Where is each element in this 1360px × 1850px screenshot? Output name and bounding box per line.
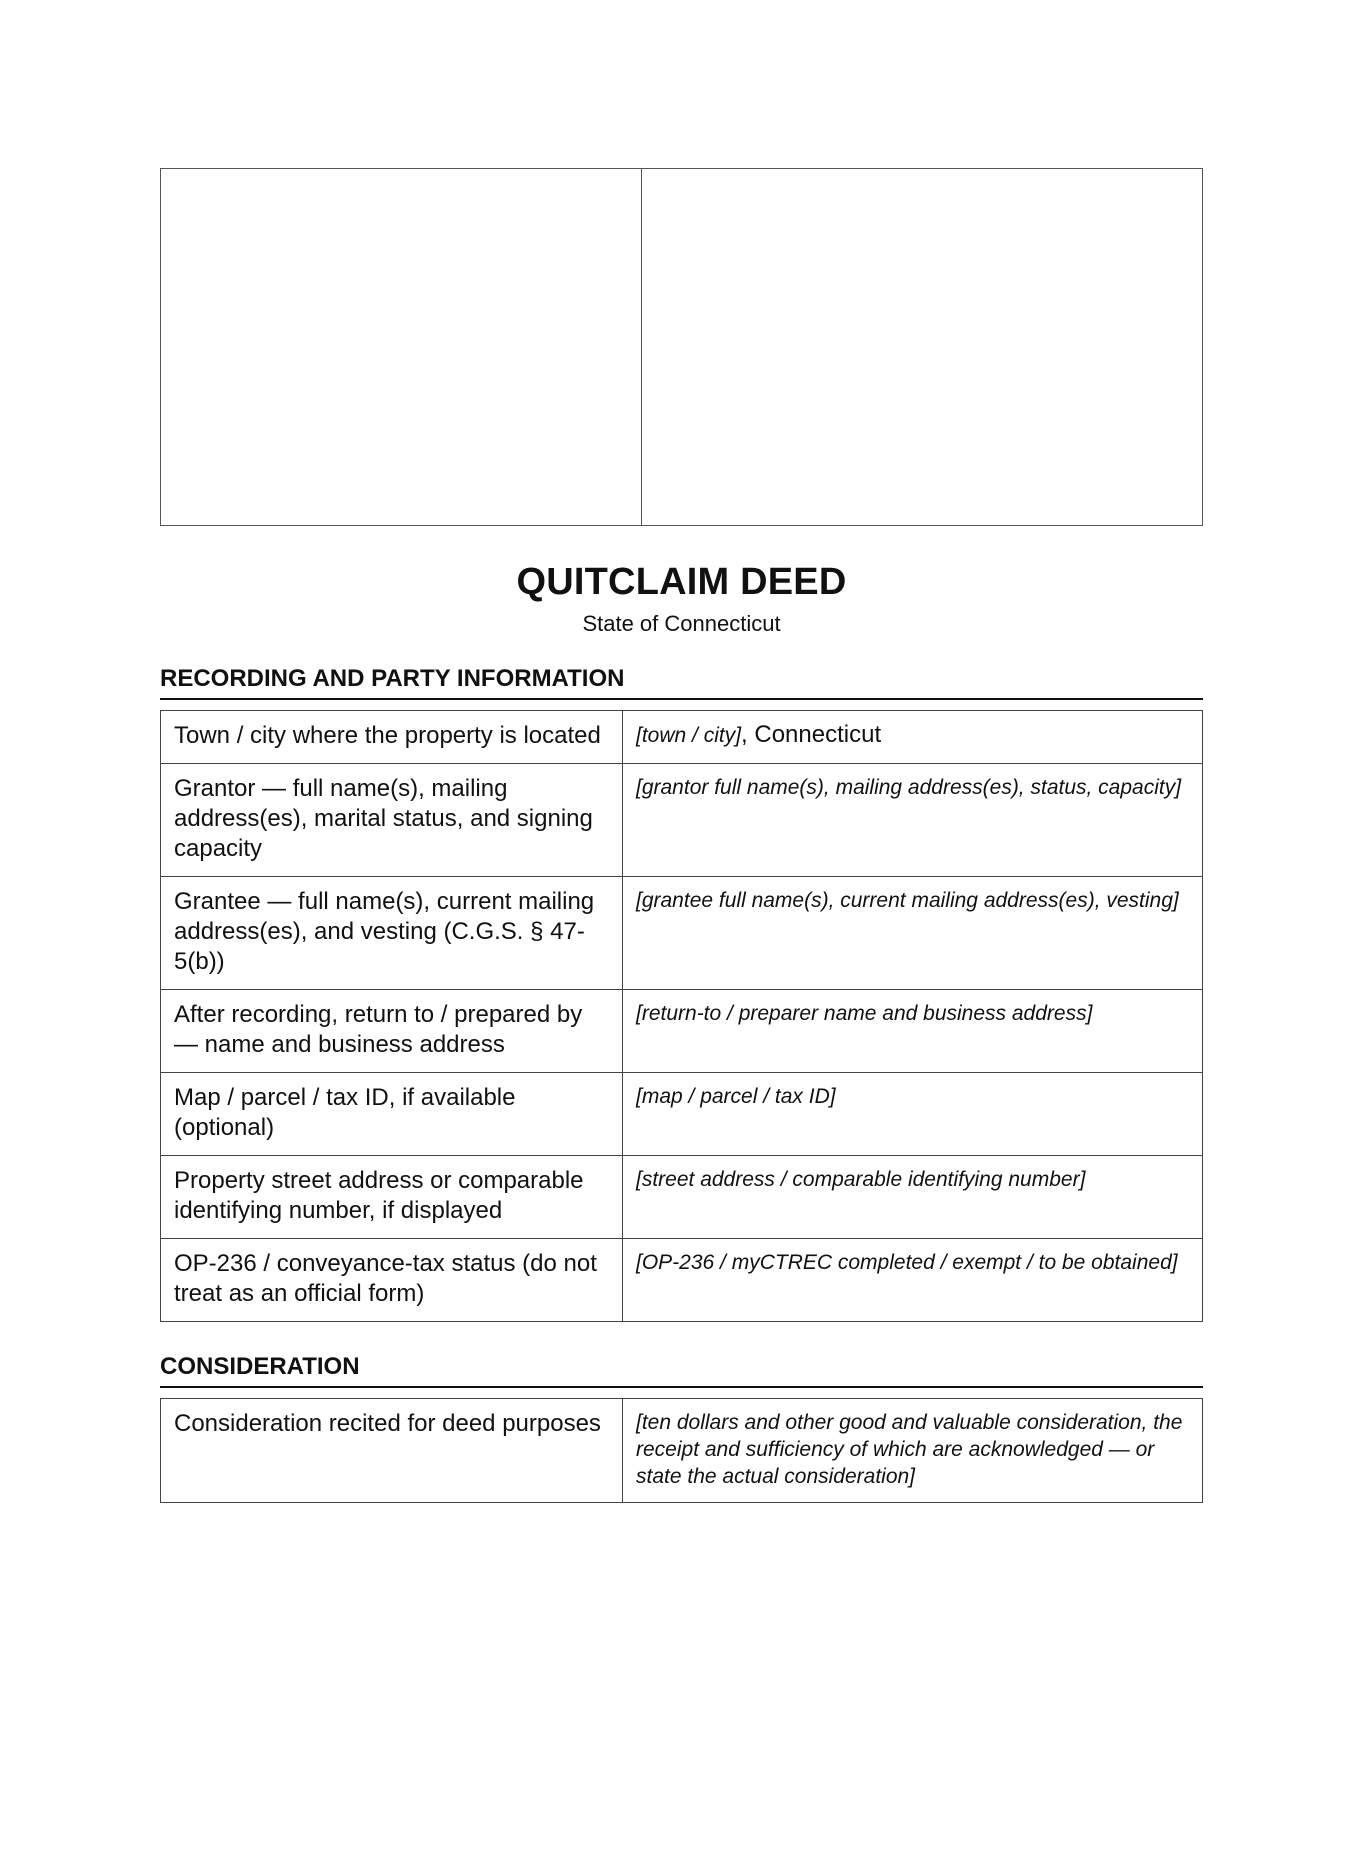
recording-party-table <box>160 710 1203 1322</box>
table-row <box>161 1399 1203 1503</box>
field-label: Grantor — full name(s), mailing address(es), marital status, and signing capacity <box>161 764 623 877</box>
field-label: Town / city where the property is located <box>161 711 623 764</box>
field-label: OP-236 / conveyance-tax status (do not treat as an official form) <box>161 1239 623 1322</box>
field-label: Grantee — full name(s), current mailing address(es), and vesting (C.G.S. § 47-5(b)) <box>161 877 623 990</box>
field-label: Property street address or comparable identifying number, if displayed <box>161 1156 623 1239</box>
field-label: After recording, return to / prepared by — name and business address <box>161 990 623 1073</box>
consideration-table <box>160 1398 1203 1503</box>
field-value: [ten dollars and other good and valuable consideration, the receipt and sufficiency of which are acknowledged — or state the actual consideration] <box>623 1399 1203 1503</box>
field-value <box>623 711 1203 764</box>
recording-box-left <box>161 169 642 525</box>
table-row <box>161 764 1203 877</box>
section-heading-recording: RECORDING AND PARTY INFORMATION <box>160 664 1203 700</box>
table-row <box>161 1239 1203 1322</box>
field-label: Map / parcel / tax ID, if available (optional) <box>161 1073 623 1156</box>
field-value: [street address / comparable identifying number] <box>623 1156 1203 1239</box>
table-row <box>161 1073 1203 1156</box>
field-value-suffix: , Connecticut <box>741 721 882 748</box>
recording-box-right <box>642 169 1202 525</box>
deed-page <box>160 168 1203 1503</box>
field-label: Consideration recited for deed purposes <box>161 1399 623 1503</box>
field-value: [return-to / preparer name and business address] <box>623 990 1203 1073</box>
table-row <box>161 877 1203 990</box>
table-row <box>161 711 1203 764</box>
field-value: [grantor full name(s), mailing address(es), status, capacity] <box>623 764 1203 877</box>
field-value: [map / parcel / tax ID] <box>623 1073 1203 1156</box>
section-heading-consideration: CONSIDERATION <box>160 1352 1203 1388</box>
table-row <box>161 990 1203 1073</box>
recording-boxes <box>160 168 1203 526</box>
field-value: [grantee full name(s), current mailing address(es), vesting] <box>623 877 1203 990</box>
field-value-placeholder: [town / city] <box>636 724 742 747</box>
field-value: [OP-236 / myCTREC completed / exempt / to be obtained] <box>623 1239 1203 1322</box>
document-subtitle: State of Connecticut <box>582 611 781 636</box>
table-row <box>161 1156 1203 1239</box>
document-title: QUITCLAIM DEED <box>516 561 847 603</box>
